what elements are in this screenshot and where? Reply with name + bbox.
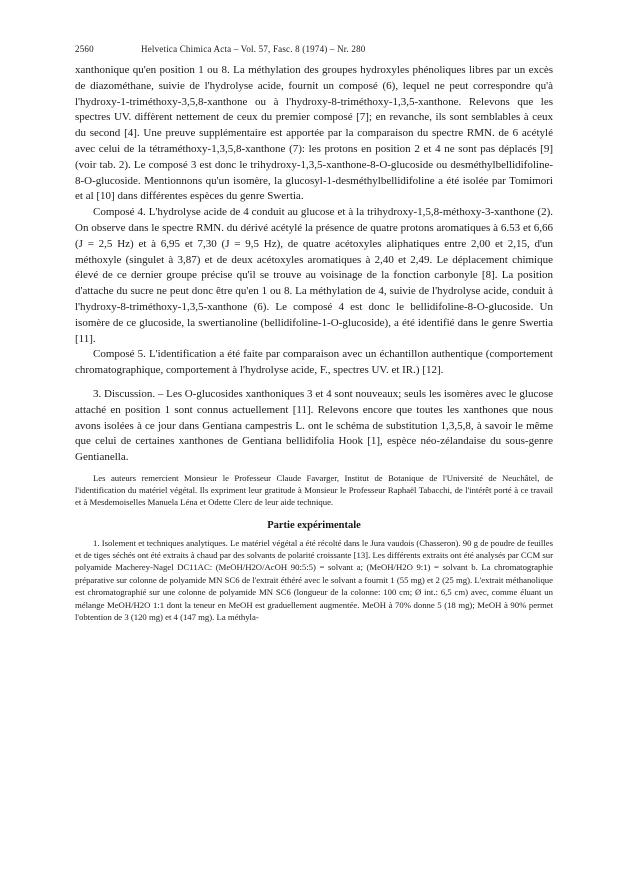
- experimental-paragraph: 1. Isolement et techniques analytiques. Le matériel végétal a été récolté dans le Jura vaudois (Chasseron). 90 g de poudre de feuilles et de tiges séchés ont été extraits à chaud par des solvants de polarité croissante [13]. Les différents extraits ont été analysés par CCM sur polyamide Macherey-Nagel DC11AC: (MeOH/H2O/AcOH 90:5:5) = solvant a; (MeOH/H2O 9:1) = solvant b. La chromatographie préparative sur colonne de polyamide MN SC6 de l'extrait éthéré avec le solvant a fournit 1 (55 mg) et 2 (25 mg). L'extrait méthanolique est chromatographié sur une colonne de polyamide MN SC6 (longueur de la colonne: 100 cm; Ø int.: 6,5 cm) avec, comme éluant un mélange MeOH/H2O 1:1 dont la teneur en MeOH est graduellement augmentée. MeOH à 70% donne 5 (18 mg); MeOH à 90% permet l'obtention de 3 (120 mg) et 4 (147 mg). La méthyla-: [75, 537, 553, 622]
- page-number: 2560: [75, 44, 94, 54]
- page: [75, 44, 553, 623]
- section-title: Partie expérimentale: [267, 519, 361, 531]
- paragraph-discussion: 3. Discussion. – Les O-glucosides xanthoniques 3 et 4 sont nouveaux; seuls les isomères avec le glucose attaché en position 1 sont connus actuellement [11]. Relevons encore que toutes les xanthones que nous avons isolées à ce jour dans Gentiana campestris L. ont le schéma de substitution 1,3,5,8, à savoir le même que celui de certaines xanthones de Gentiana bellidifolia Hook [1], espèce néo-zélandaise du sous-genre Gentianella.: [75, 387, 553, 464]
- paragraph-compound-5: Composé 5. L'identification a été faite par comparaison avec un échantillon authentique (comportement chromatographique, comportement à l'hydrolyse acide, F., spectres UV. et IR.) [12].: [75, 348, 553, 377]
- acknowledgement: Les auteurs remercient Monsieur le Professeur Claude Favarger, Institut de Botanique de l'Université de Neuchâtel, de l'identification du matériel végétal. Ils expriment leur gratitude à Monsieur le Professeur Raphaël Tabacchi, de l'intérêt porté à ce travail et à Mesdemoiselles Manuela Léna et Odette Clerc de leur aide technique.: [75, 472, 553, 508]
- article-body: [75, 63, 553, 466]
- paragraph-compound-4: Composé 4. L'hydrolyse acide de 4 conduit au glucose et à la trihydroxy-1,5,8-méthoxy-3-xanthone (2). On observe dans le spectre RMN. du dérivé acétylé la présence de quatre protons aromatiques à 6.53 et 6,66 (J = 2,5 Hz) et à 6,95 et 7,30 (J = 9,5 Hz), de quatre acétoxyles aliphatiques entre 2,00 et 2,15, d'un méthoxyle (singulet à 3,87) et de deux acétoxyles aromatiques à 2,40 et 2,49. Le déplacement chimique élevé de ce dernier groupe précise qu'il se trouve au voisinage de la fonction carbonyle [8]. La position d'attache du sucre ne peut donc être qu'en 1 ou 8. La méthylation de 4, suivie de l'hydrolyse acide, conduit à l'hydroxy-8-triméthoxy-1,3,5-xanthone (6). Le composé 4 est donc le bellidifoline-8-O-glucoside. Un isomère de ce glucoside, la swertianoline (bellidifoline-1-O-glucoside), a été identifié dans le genre Swertia [11].: [75, 206, 553, 345]
- running-header: [75, 44, 553, 54]
- journal-running-title: Helvetica Chimica Acta – Vol. 57, Fasc. 8 (1974) – Nr. 280: [141, 44, 366, 54]
- experimental-section: [75, 537, 553, 624]
- paragraph-compound-3: xanthonique qu'en position 1 ou 8. La méthylation des groupes hydroxyles phénoliques libres par un excès de diazométhane, suivie de l'hydrolyse acide, fournit un composé (6), lequel ne peut correspondre qu'à l'hydroxy-1-triméthoxy-3,5,8-xanthone ou à l'hydroxy-8-triméthoxy-1,3,5-xanthone. Relevons que les spectres UV. diffèrent nettement de ceux du premier composé [7]; en revanche, ils sont semblables à ceux du second [4]. Une preuve supplémentaire est apportée par la comparaison du spectre RMN. de 6 acétylé avec celui de la tétraméthoxy-1,3,5,8-xanthone (7): les protons en position 2 et 4 ne sont pas déplacés [9] (voir tab. 2). Le composé 3 est donc le trihydroxy-1,3,5-xanthone-8-O-glucoside ou desméthylbellidifoline-8-O-glucoside. Mentionnons qu'un isomère, la glucosyl-1-desméthylbellidifoline a été isolée par Tomimori et al [10] dans différentes espèces du genre Swertia.: [75, 64, 553, 203]
